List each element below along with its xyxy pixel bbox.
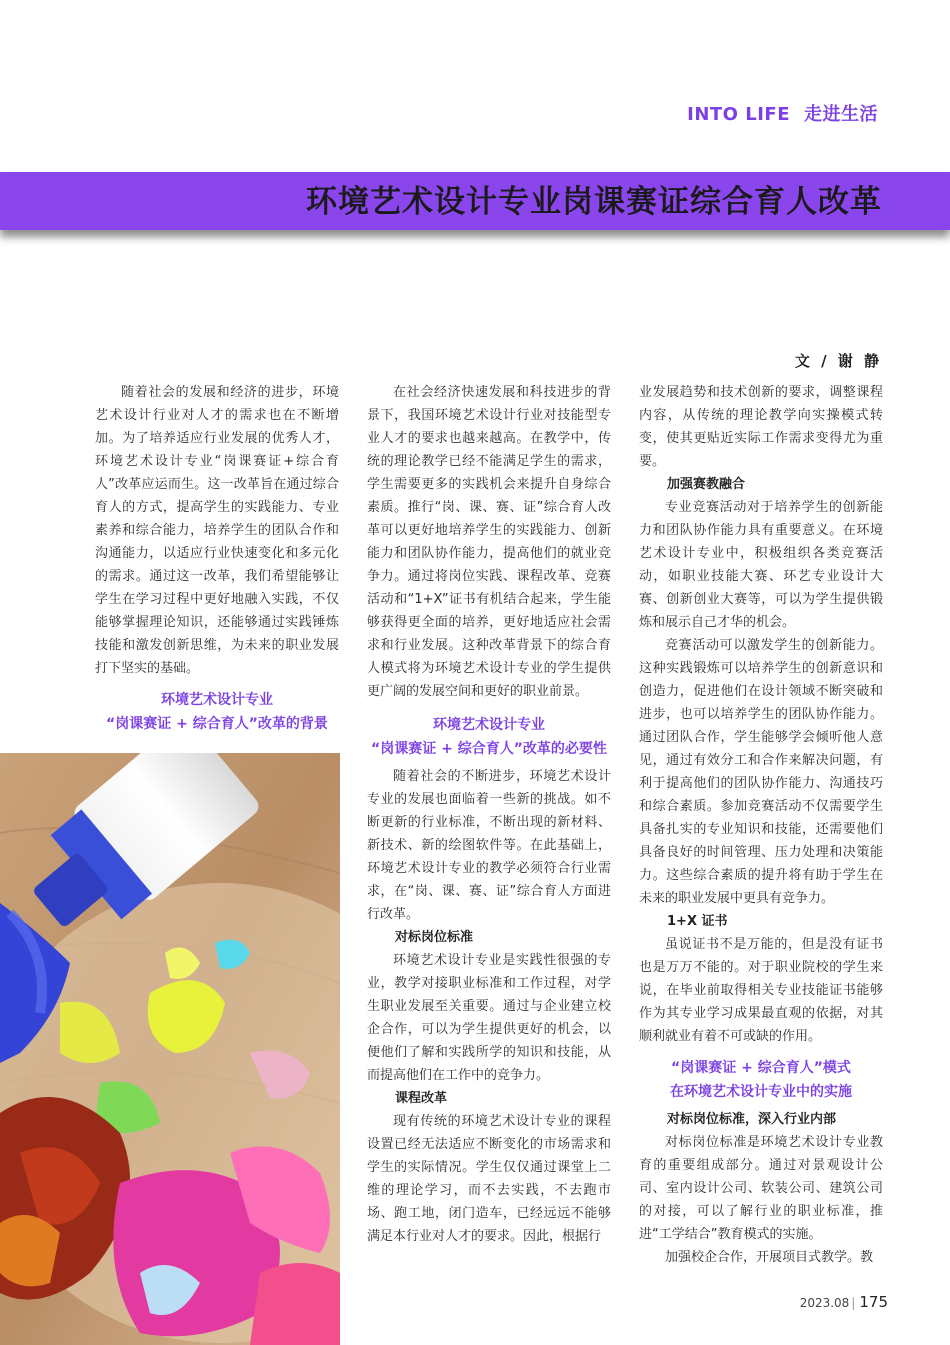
paragraph: 环境艺术设计专业是实践性很强的专业，教学对接职业标准和工作过程，对学生职业发展至关重要。通过与企业建立校企合作，可以为学生提供更好的机会，以便他们了解和实践所学的知识和技能，从而提高他们在工作中的竞争力。 [367,953,611,1083]
paragraph: 随着社会的不断进步，环境艺术设计专业的发展也面临着一些新的挑战。如不断更新的行业标准，不断出现的新材料、新技术、新的绘图软件等。在此基础上，环境艺术设计专业的教学必须符合行业需求，在“岗、课、赛、证”综合育人方面进行改革。 [367,769,611,922]
subheading: 对标岗位标准 [395,930,474,945]
column-3 [639,381,883,1269]
folio-divider: | [851,1296,856,1310]
heading-line: 环境艺术设计专业 [433,717,545,733]
subheading: 课程改革 [395,1091,448,1106]
paragraph: 对标岗位标准是环境艺术设计专业教育的重要组成部分。通过对景观设计公司、室内设计公司、软装公司、建筑公司的对接，可以了解行业的职业标准，推进“工学结合”教育模式的实施。 [639,1135,883,1242]
paint-palette-photo [0,753,340,1345]
paragraph: 业发展趋势和技术创新的要求，调整课程内容，从传统的理论教学向实操模式转变，使其更贴近实际工作需求变得尤为重要。 [639,385,883,469]
title-band [0,172,950,230]
paragraph: 现有传统的环境艺术设计专业的课程设置已经无法适应不断变化的市场需求和学生的实际情况。学生仅仅通过课堂上二维的理论学习，而不去实践，不去跑市场、跑工地，闭门造车，已经远远不能够满足本行业对人才的要求。因此，根据行 [367,1114,611,1244]
heading-line: “岗课赛证 + 综合育人”改革的必要性 [371,741,607,757]
section-tag-cn: 走进生活 [804,104,878,125]
page-footer [800,1293,888,1311]
heading-line: “岗课赛证 + 综合育人”改革的背景 [106,716,328,732]
section-tag-en: INTO LIFE [687,104,790,125]
column-2 [367,381,611,1248]
page-number: 175 [859,1293,888,1311]
column-1 [95,381,339,740]
section-heading-background [95,688,339,736]
subheading: 加强赛教融合 [667,477,746,492]
paragraph: 在社会经济快速发展和科技进步的背景下，我国环境艺术设计行业对技能型专业人才的要求也越来越高。在教学中，传统的理论教学已经不能满足学生的需求，学生需要更多的实践机会来提升自身综合素质。推行“岗、课、赛、证”综合育人改革可以更好地培养学生的实践能力、创新能力和团队协作能力，提高他们的就业竞争力。通过将岗位实践、课程改革、竞赛活动和“1+X”证书有机结合起来，学生能够获得更全面的培养，更好地适应社会需求和行业发展。这种改革背景下的综合育人模式将为环境艺术设计专业的学生提供更广阔的发展空间和更好的职业前景。 [367,385,611,699]
paragraph: 虽说证书不是万能的，但是没有证书也是万万不能的。对于职业院校的学生来说，在毕业前取得相关专业技能证书能够作为其专业学习成果最直观的依据，对其顺利就业有着不可或缺的作用。 [639,937,883,1044]
heading-line: “岗课赛证 + 综合育人”模式 [671,1060,851,1076]
heading-line: 在环境艺术设计专业中的实施 [670,1084,852,1100]
paragraph: 专业竞赛活动对于培养学生的创新能力和团队协作能力具有重要意义。在环境艺术设计专业中，积极组织各类竞赛活动，如职业技能大赛、环艺专业设计大赛、创新创业大赛等，可以为学生提供锻炼和展示自己才华的机会。 [639,500,883,630]
section-heading-implementation [639,1056,883,1104]
issue-date: 2023.08 [799,1296,850,1310]
section-tag [687,100,878,126]
paragraph: 竞赛活动可以激发学生的创新能力。这种实践锻炼可以培养学生的创新意识和创造力，促进他们在设计领域不断突破和进步，也可以培养学生的团队协作能力。通过团队合作，学生能够学会倾听他人意见，通过有效分工和合作来解决问题，有利于提高他们的团队协作能力、沟通技巧和综合素质。参加竞赛活动不仅需要学生具备扎实的专业知识和技能，还需要他们具备良好的时间管理、压力处理和决策能力。这些综合素质的提升将有助于学生在未来的职业发展中更具有竞争力。 [639,638,883,906]
subheading: 1+X 证书 [667,914,728,929]
heading-line: 环境艺术设计专业 [161,692,273,708]
author-byline: 文 / 谢 静 [794,352,882,370]
paragraph: 随着社会的发展和经济的进步，环境艺术设计行业对人才的需求也在不断增加。为了培养适应行业发展的优秀人才，环境艺术设计专业“岗课赛证+综合育人”改革应运而生。这一改革旨在通过综合育人的方式，提高学生的实践能力、专业素养和综合能力，培养学生的团队合作和沟通能力，以适应行业快速变化和多元化的需求。通过这一改革，我们希望能够让学生在学习过程中更好地融入实践，不仅能够掌握理论知识，还能够通过实践锤炼技能和激发创新思维，为未来的职业发展打下坚实的基础。 [95,385,339,676]
section-heading-necessity [367,713,611,761]
subheading: 对标岗位标准，深入行业内部 [667,1112,837,1127]
article-title: 环境艺术设计专业岗课赛证综合育人改革 [306,184,882,220]
paragraph: 加强校企合作，开展项目式教学。教 [665,1250,874,1265]
